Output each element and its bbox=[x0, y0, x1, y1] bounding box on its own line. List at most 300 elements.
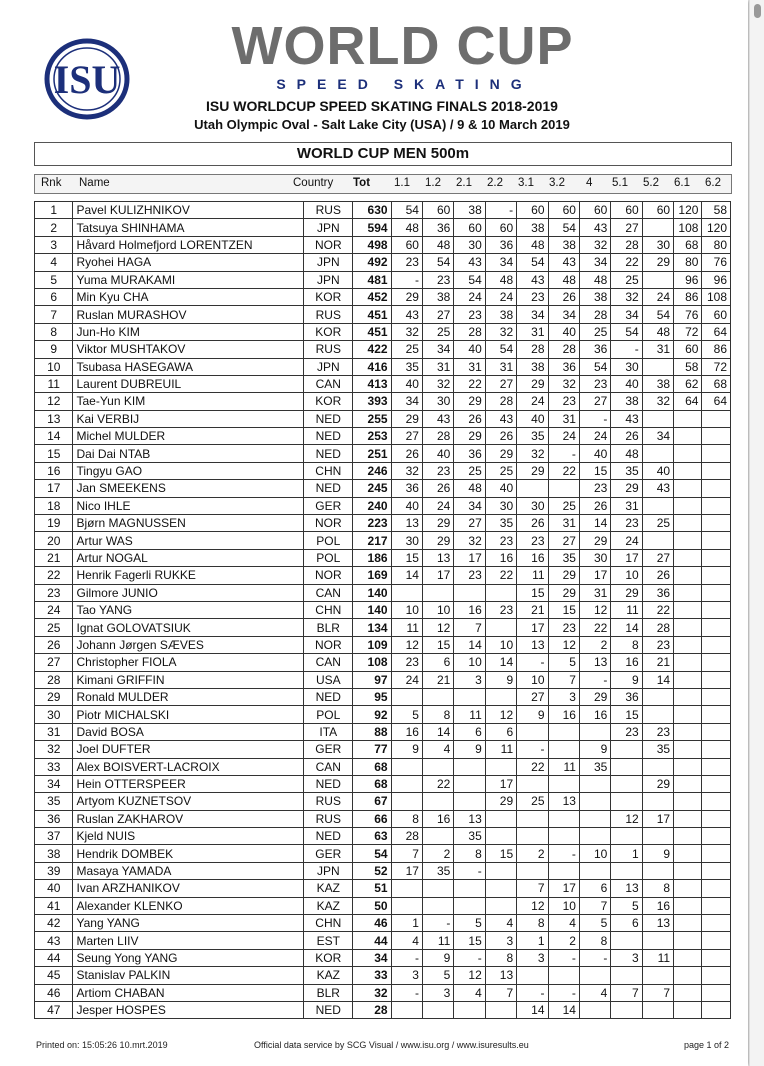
race-points-cell: 43 bbox=[422, 410, 453, 427]
country-cell: NOR bbox=[304, 236, 353, 253]
race-points-cell: 9 bbox=[391, 741, 422, 758]
table-row bbox=[35, 306, 731, 323]
race-points-cell: 40 bbox=[517, 410, 548, 427]
race-points-cell: 6 bbox=[579, 880, 610, 897]
total-points-cell: 223 bbox=[353, 515, 391, 532]
race-points-cell bbox=[674, 862, 702, 879]
rank-cell: 39 bbox=[35, 862, 73, 879]
race-points-cell bbox=[642, 706, 673, 723]
race-points-cell: 60 bbox=[702, 306, 731, 323]
race-points-cell bbox=[517, 480, 548, 497]
total-points-cell: 140 bbox=[353, 601, 391, 618]
race-points-cell: 40 bbox=[642, 462, 673, 479]
rank-cell: 19 bbox=[35, 515, 73, 532]
race-points-cell: 15 bbox=[548, 601, 579, 618]
total-points-cell: 422 bbox=[353, 341, 391, 358]
printed-on: Printed on: 15:05:26 10.mrt.2019 bbox=[36, 1040, 168, 1050]
race-points-cell: 54 bbox=[391, 202, 422, 219]
vertical-scrollbar[interactable] bbox=[749, 0, 764, 1066]
skater-name-cell: Artiom CHABAN bbox=[73, 984, 304, 1001]
race-points-cell: 29 bbox=[611, 480, 642, 497]
skater-name-cell: Bjørn MAGNUSSEN bbox=[73, 515, 304, 532]
race-points-cell bbox=[391, 880, 422, 897]
race-points-cell bbox=[702, 671, 731, 688]
race-points-cell: 17 bbox=[422, 567, 453, 584]
results-body bbox=[35, 202, 731, 1019]
race-points-cell bbox=[702, 480, 731, 497]
race-points-cell: 32 bbox=[454, 532, 485, 549]
total-points-cell: 393 bbox=[353, 393, 391, 410]
skater-name-cell: Tae-Yun KIM bbox=[73, 393, 304, 410]
race-points-cell bbox=[674, 932, 702, 949]
race-points-cell bbox=[702, 828, 731, 845]
country-cell: JPN bbox=[304, 862, 353, 879]
race-points-cell: 23 bbox=[485, 532, 516, 549]
table-row bbox=[35, 271, 731, 288]
table-row bbox=[35, 967, 731, 984]
race-points-cell: 23 bbox=[391, 654, 422, 671]
race-points-cell bbox=[702, 428, 731, 445]
race-points-cell bbox=[702, 654, 731, 671]
total-points-cell: 50 bbox=[353, 897, 391, 914]
race-points-cell: 54 bbox=[579, 358, 610, 375]
race-points-cell: 13 bbox=[642, 915, 673, 932]
race-points-cell: 96 bbox=[702, 271, 731, 288]
total-points-cell: 498 bbox=[353, 236, 391, 253]
race-points-cell: 26 bbox=[391, 445, 422, 462]
race-points-cell: 10 bbox=[517, 671, 548, 688]
skater-name-cell: Masaya YAMADA bbox=[73, 862, 304, 879]
race-points-cell: - bbox=[454, 862, 485, 879]
results-table bbox=[34, 201, 731, 1019]
race-points-cell: 10 bbox=[611, 567, 642, 584]
race-points-cell: 25 bbox=[642, 515, 673, 532]
skater-name-cell: Tatsuya SHINHAMA bbox=[73, 219, 304, 236]
rank-cell: 18 bbox=[35, 497, 73, 514]
race-points-cell: 24 bbox=[642, 288, 673, 305]
race-points-cell: 32 bbox=[391, 462, 422, 479]
race-points-cell: 23 bbox=[611, 723, 642, 740]
table-row bbox=[35, 723, 731, 740]
col-6-1: 6.1 bbox=[674, 177, 690, 189]
race-points-cell: 23 bbox=[579, 480, 610, 497]
table-row bbox=[35, 462, 731, 479]
page-number: page 1 of 2 bbox=[684, 1040, 730, 1050]
race-points-cell: 27 bbox=[391, 428, 422, 445]
race-points-cell bbox=[548, 723, 579, 740]
race-points-cell bbox=[674, 462, 702, 479]
country-cell: BLR bbox=[304, 619, 353, 636]
race-points-cell: 40 bbox=[579, 445, 610, 462]
race-points-cell bbox=[642, 445, 673, 462]
race-points-cell bbox=[702, 601, 731, 618]
race-points-cell bbox=[579, 775, 610, 792]
race-points-cell: 25 bbox=[548, 497, 579, 514]
race-points-cell: 12 bbox=[517, 897, 548, 914]
race-points-cell: 17 bbox=[485, 775, 516, 792]
total-points-cell: 54 bbox=[353, 845, 391, 862]
race-points-cell: 32 bbox=[517, 445, 548, 462]
total-points-cell: 492 bbox=[353, 254, 391, 271]
race-points-cell bbox=[702, 497, 731, 514]
race-points-cell: 31 bbox=[611, 497, 642, 514]
race-points-cell: 38 bbox=[579, 288, 610, 305]
rank-cell: 34 bbox=[35, 775, 73, 792]
total-points-cell: 92 bbox=[353, 706, 391, 723]
table-row bbox=[35, 202, 731, 219]
race-points-cell: 64 bbox=[674, 393, 702, 410]
table-row bbox=[35, 236, 731, 253]
race-points-cell: 8 bbox=[485, 949, 516, 966]
race-points-cell bbox=[422, 1001, 453, 1018]
race-points-cell: 60 bbox=[611, 202, 642, 219]
race-points-cell: 34 bbox=[454, 497, 485, 514]
race-points-cell: 36 bbox=[611, 688, 642, 705]
table-row bbox=[35, 393, 731, 410]
table-row bbox=[35, 897, 731, 914]
total-points-cell: 77 bbox=[353, 741, 391, 758]
country-cell: NOR bbox=[304, 567, 353, 584]
race-points-cell: 43 bbox=[485, 410, 516, 427]
race-points-cell bbox=[579, 967, 610, 984]
race-points-cell: 13 bbox=[517, 636, 548, 653]
race-points-cell bbox=[642, 1001, 673, 1018]
total-points-cell: 68 bbox=[353, 775, 391, 792]
total-points-cell: 44 bbox=[353, 932, 391, 949]
race-points-cell bbox=[548, 741, 579, 758]
race-points-cell: 22 bbox=[642, 601, 673, 618]
skater-name-cell: Stanislav PALKIN bbox=[73, 967, 304, 984]
race-points-cell: 12 bbox=[422, 619, 453, 636]
race-points-cell: 14 bbox=[485, 654, 516, 671]
country-cell: JPN bbox=[304, 219, 353, 236]
table-row bbox=[35, 775, 731, 792]
skater-name-cell: Jun-Ho KIM bbox=[73, 323, 304, 340]
race-points-cell: 24 bbox=[485, 288, 516, 305]
race-points-cell bbox=[674, 880, 702, 897]
col-2-1: 2.1 bbox=[456, 177, 472, 189]
race-points-cell: 28 bbox=[579, 306, 610, 323]
race-points-cell: 14 bbox=[548, 1001, 579, 1018]
race-points-cell: 7 bbox=[642, 984, 673, 1001]
race-points-cell: 23 bbox=[517, 288, 548, 305]
race-points-cell bbox=[674, 480, 702, 497]
race-points-cell: 12 bbox=[454, 967, 485, 984]
race-points-cell: 9 bbox=[611, 671, 642, 688]
rank-cell: 42 bbox=[35, 915, 73, 932]
rank-cell: 9 bbox=[35, 341, 73, 358]
race-points-cell bbox=[548, 480, 579, 497]
skater-name-cell: Viktor MUSHTAKOV bbox=[73, 341, 304, 358]
country-cell: RUS bbox=[304, 306, 353, 323]
race-points-cell: 54 bbox=[454, 271, 485, 288]
table-row bbox=[35, 480, 731, 497]
race-points-cell: 3 bbox=[454, 671, 485, 688]
race-points-cell: 36 bbox=[391, 480, 422, 497]
country-cell: NED bbox=[304, 1001, 353, 1018]
race-points-cell: 26 bbox=[517, 515, 548, 532]
race-points-cell: 10 bbox=[391, 601, 422, 618]
race-points-cell: 36 bbox=[454, 445, 485, 462]
race-points-cell: 29 bbox=[642, 254, 673, 271]
total-points-cell: 594 bbox=[353, 219, 391, 236]
race-points-cell bbox=[702, 584, 731, 601]
skater-name-cell: Hein OTTERSPEER bbox=[73, 775, 304, 792]
race-points-cell: 8 bbox=[391, 810, 422, 827]
race-points-cell: 24 bbox=[579, 428, 610, 445]
race-points-cell: 22 bbox=[454, 375, 485, 392]
total-points-cell: 66 bbox=[353, 810, 391, 827]
table-row bbox=[35, 358, 731, 375]
race-points-cell: 23 bbox=[579, 375, 610, 392]
race-points-cell: 4 bbox=[548, 915, 579, 932]
race-points-cell: 36 bbox=[422, 219, 453, 236]
race-points-cell: 3 bbox=[611, 949, 642, 966]
country-cell: NOR bbox=[304, 636, 353, 653]
country-cell: CAN bbox=[304, 584, 353, 601]
race-points-cell bbox=[674, 775, 702, 792]
country-cell: RUS bbox=[304, 341, 353, 358]
table-row bbox=[35, 619, 731, 636]
country-cell: KOR bbox=[304, 323, 353, 340]
race-points-cell: 64 bbox=[702, 323, 731, 340]
race-points-cell: 22 bbox=[548, 462, 579, 479]
race-points-cell: 25 bbox=[579, 323, 610, 340]
race-points-cell bbox=[642, 967, 673, 984]
race-points-cell: 10 bbox=[579, 845, 610, 862]
race-points-cell bbox=[422, 584, 453, 601]
column-header-row bbox=[34, 174, 732, 194]
race-points-cell: 13 bbox=[485, 967, 516, 984]
race-points-cell: 86 bbox=[702, 341, 731, 358]
race-points-cell: 35 bbox=[485, 515, 516, 532]
race-points-cell: 11 bbox=[642, 949, 673, 966]
race-points-cell: 64 bbox=[702, 393, 731, 410]
rank-cell: 29 bbox=[35, 688, 73, 705]
race-points-cell bbox=[674, 532, 702, 549]
race-points-cell: 26 bbox=[579, 497, 610, 514]
skater-name-cell: Ignat GOLOVATSIUK bbox=[73, 619, 304, 636]
race-points-cell: 22 bbox=[579, 619, 610, 636]
skater-name-cell: Ivan ARZHANIKOV bbox=[73, 880, 304, 897]
skater-name-cell: Ruslan MURASHOV bbox=[73, 306, 304, 323]
rank-cell: 31 bbox=[35, 723, 73, 740]
col-5-1: 5.1 bbox=[612, 177, 628, 189]
race-points-cell: 24 bbox=[548, 428, 579, 445]
country-cell: POL bbox=[304, 532, 353, 549]
race-points-cell: 35 bbox=[517, 428, 548, 445]
race-points-cell: 23 bbox=[642, 636, 673, 653]
total-points-cell: 46 bbox=[353, 915, 391, 932]
race-points-cell: 29 bbox=[485, 793, 516, 810]
table-row bbox=[35, 323, 731, 340]
race-points-cell: 26 bbox=[485, 428, 516, 445]
race-points-cell: 14 bbox=[642, 671, 673, 688]
race-points-cell: 10 bbox=[485, 636, 516, 653]
race-points-cell: 30 bbox=[454, 236, 485, 253]
table-row bbox=[35, 758, 731, 775]
rank-cell: 3 bbox=[35, 236, 73, 253]
race-points-cell: 22 bbox=[611, 254, 642, 271]
race-points-cell: - bbox=[579, 949, 610, 966]
total-points-cell: 217 bbox=[353, 532, 391, 549]
race-points-cell bbox=[611, 775, 642, 792]
race-points-cell: 16 bbox=[642, 897, 673, 914]
col-tot: Tot bbox=[353, 177, 371, 189]
race-points-cell bbox=[485, 688, 516, 705]
table-row bbox=[35, 549, 731, 566]
race-points-cell: 35 bbox=[642, 741, 673, 758]
skater-name-cell: Artur NOGAL bbox=[73, 549, 304, 566]
skater-name-cell: Marten LIIV bbox=[73, 932, 304, 949]
race-points-cell: 48 bbox=[548, 271, 579, 288]
table-row bbox=[35, 567, 731, 584]
race-points-cell bbox=[391, 688, 422, 705]
race-points-cell bbox=[702, 932, 731, 949]
race-points-cell: 34 bbox=[517, 306, 548, 323]
race-points-cell: 43 bbox=[391, 306, 422, 323]
race-points-cell bbox=[642, 862, 673, 879]
scrollbar-thumb[interactable] bbox=[754, 4, 761, 18]
race-points-cell: 34 bbox=[611, 306, 642, 323]
race-points-cell: 72 bbox=[702, 358, 731, 375]
total-points-cell: 451 bbox=[353, 306, 391, 323]
race-points-cell: 11 bbox=[517, 567, 548, 584]
race-points-cell: 43 bbox=[642, 480, 673, 497]
table-row bbox=[35, 845, 731, 862]
skater-name-cell: Håvard Holmefjord LORENTZEN bbox=[73, 236, 304, 253]
race-points-cell bbox=[642, 271, 673, 288]
race-points-cell bbox=[702, 967, 731, 984]
race-points-cell: 31 bbox=[517, 323, 548, 340]
race-points-cell: 5 bbox=[454, 915, 485, 932]
total-points-cell: 140 bbox=[353, 584, 391, 601]
race-points-cell: 32 bbox=[548, 375, 579, 392]
race-points-cell: 10 bbox=[422, 601, 453, 618]
race-points-cell: 60 bbox=[579, 202, 610, 219]
race-points-cell bbox=[702, 515, 731, 532]
race-points-cell: 17 bbox=[517, 619, 548, 636]
rank-cell: 47 bbox=[35, 1001, 73, 1018]
race-points-cell bbox=[674, 949, 702, 966]
country-cell: GER bbox=[304, 497, 353, 514]
race-points-cell bbox=[674, 654, 702, 671]
race-points-cell bbox=[611, 793, 642, 810]
race-points-cell: 48 bbox=[422, 236, 453, 253]
race-points-cell bbox=[674, 567, 702, 584]
race-points-cell: 72 bbox=[674, 323, 702, 340]
race-points-cell bbox=[702, 549, 731, 566]
race-points-cell: 108 bbox=[674, 219, 702, 236]
skater-name-cell: Tingyu GAO bbox=[73, 462, 304, 479]
race-points-cell: 28 bbox=[548, 341, 579, 358]
race-points-cell: - bbox=[611, 341, 642, 358]
skater-name-cell: Ronald MULDER bbox=[73, 688, 304, 705]
race-points-cell: 11 bbox=[548, 758, 579, 775]
total-points-cell: 88 bbox=[353, 723, 391, 740]
race-points-cell bbox=[422, 828, 453, 845]
race-points-cell bbox=[702, 880, 731, 897]
race-points-cell: 6 bbox=[485, 723, 516, 740]
table-row bbox=[35, 532, 731, 549]
race-points-cell bbox=[454, 775, 485, 792]
race-points-cell: 15 bbox=[611, 706, 642, 723]
race-points-cell: 68 bbox=[674, 236, 702, 253]
rank-cell: 44 bbox=[35, 949, 73, 966]
table-row bbox=[35, 654, 731, 671]
total-points-cell: 52 bbox=[353, 862, 391, 879]
skater-name-cell: Nico IHLE bbox=[73, 497, 304, 514]
race-points-cell: 11 bbox=[422, 932, 453, 949]
race-points-cell bbox=[642, 532, 673, 549]
race-points-cell: 23 bbox=[422, 271, 453, 288]
rank-cell: 40 bbox=[35, 880, 73, 897]
race-points-cell bbox=[702, 532, 731, 549]
skater-name-cell: Pavel KULIZHNIKOV bbox=[73, 202, 304, 219]
race-points-cell: 17 bbox=[579, 567, 610, 584]
skater-name-cell: Jan SMEEKENS bbox=[73, 480, 304, 497]
race-points-cell bbox=[391, 897, 422, 914]
race-points-cell bbox=[674, 984, 702, 1001]
skater-name-cell: Alex BOISVERT-LACROIX bbox=[73, 758, 304, 775]
race-points-cell: 25 bbox=[485, 462, 516, 479]
race-points-cell: 36 bbox=[579, 341, 610, 358]
country-cell: CHN bbox=[304, 915, 353, 932]
race-points-cell bbox=[642, 758, 673, 775]
race-points-cell bbox=[702, 862, 731, 879]
table-row bbox=[35, 793, 731, 810]
race-points-cell bbox=[702, 567, 731, 584]
race-points-cell: - bbox=[422, 915, 453, 932]
race-points-cell bbox=[579, 828, 610, 845]
race-points-cell: 48 bbox=[642, 323, 673, 340]
race-points-cell: 40 bbox=[391, 497, 422, 514]
race-points-cell bbox=[702, 793, 731, 810]
rank-cell: 36 bbox=[35, 810, 73, 827]
country-cell: JPN bbox=[304, 254, 353, 271]
race-points-cell: 76 bbox=[702, 254, 731, 271]
race-points-cell: 3 bbox=[517, 949, 548, 966]
race-points-cell: 76 bbox=[674, 306, 702, 323]
race-points-cell: 60 bbox=[422, 202, 453, 219]
race-points-cell: 35 bbox=[391, 358, 422, 375]
race-points-cell: 9 bbox=[579, 741, 610, 758]
race-points-cell bbox=[517, 967, 548, 984]
race-points-cell: 17 bbox=[454, 549, 485, 566]
race-points-cell bbox=[454, 793, 485, 810]
table-row bbox=[35, 1001, 731, 1018]
race-points-cell: 58 bbox=[702, 202, 731, 219]
race-points-cell: 38 bbox=[548, 236, 579, 253]
race-points-cell: 32 bbox=[422, 375, 453, 392]
race-points-cell bbox=[674, 410, 702, 427]
race-points-cell bbox=[702, 688, 731, 705]
skater-name-cell: Artur WAS bbox=[73, 532, 304, 549]
table-row bbox=[35, 445, 731, 462]
total-points-cell: 481 bbox=[353, 271, 391, 288]
race-points-cell: 28 bbox=[454, 323, 485, 340]
race-points-cell: 28 bbox=[422, 428, 453, 445]
race-points-cell bbox=[674, 793, 702, 810]
country-cell: USA bbox=[304, 671, 353, 688]
race-points-cell bbox=[674, 706, 702, 723]
skater-name-cell: Yang YANG bbox=[73, 915, 304, 932]
race-points-cell: 31 bbox=[548, 410, 579, 427]
race-points-cell bbox=[702, 723, 731, 740]
race-points-cell bbox=[642, 358, 673, 375]
skater-name-cell: Seung Yong YANG bbox=[73, 949, 304, 966]
rank-cell: 2 bbox=[35, 219, 73, 236]
